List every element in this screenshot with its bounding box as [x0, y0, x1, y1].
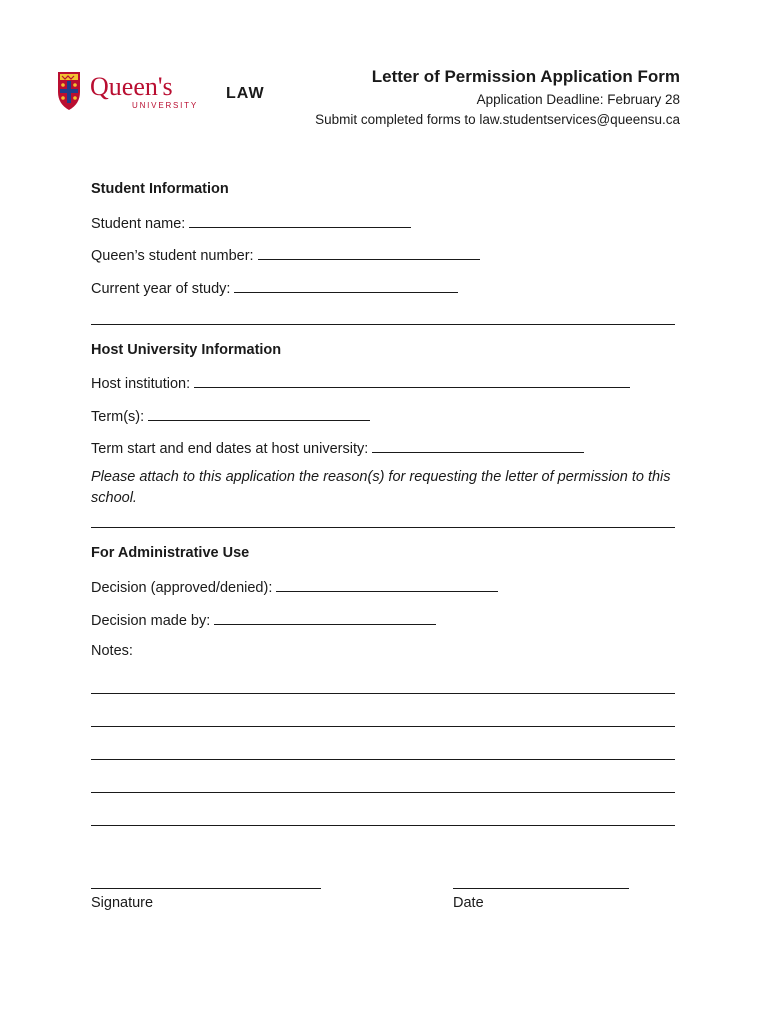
year-of-study-row — [91, 278, 458, 297]
decision-field[interactable] — [276, 577, 498, 592]
host-institution-field[interactable] — [194, 373, 630, 388]
logo-wordmark: Queen's — [90, 72, 173, 101]
student-name-label: Student name: — [91, 216, 186, 232]
submit-instructions: Submit completed forms to law.studentservices@queensu.ca — [315, 112, 680, 127]
form-header — [315, 66, 680, 130]
term-dates-row — [91, 438, 584, 457]
host-institution-label: Host institution: — [91, 376, 191, 392]
year-of-study-label: Current year of study: — [91, 281, 231, 297]
student-number-field[interactable] — [258, 245, 480, 260]
terms-label: Term(s): — [91, 409, 145, 425]
terms-row — [91, 406, 370, 425]
signature-label: Signature — [91, 895, 154, 911]
notes-label: Notes: — [91, 643, 133, 659]
notes-line[interactable] — [91, 825, 675, 826]
student-information-heading: Student Information — [91, 181, 229, 197]
administrative-use-heading: For Administrative Use — [91, 545, 250, 561]
decision-made-by-label: Decision made by: — [91, 613, 211, 629]
date-label: Date — [453, 895, 484, 911]
decision-label: Decision (approved/denied): — [91, 580, 273, 596]
term-dates-label: Term start and end dates at host university: — [91, 441, 369, 457]
form-title: Letter of Permission Application Form — [371, 67, 680, 86]
notes-line[interactable] — [91, 759, 675, 760]
decision-made-by-row — [91, 610, 436, 629]
logo-law: LAW — [226, 85, 265, 102]
notes-line[interactable] — [91, 693, 675, 694]
crest-icon — [58, 72, 80, 110]
year-of-study-field[interactable] — [234, 278, 458, 293]
section-divider — [91, 527, 675, 528]
decision-made-by-field[interactable] — [214, 610, 436, 625]
terms-field[interactable] — [148, 406, 370, 421]
host-university-heading: Host University Information — [91, 342, 282, 358]
decision-row — [91, 577, 498, 596]
term-dates-field[interactable] — [372, 438, 584, 453]
student-number-row — [91, 245, 480, 264]
attachment-note: Please attach to this application the reason(s) for requesting the letter of permission to this school. — [91, 469, 671, 506]
section-divider — [91, 324, 675, 325]
notes-line[interactable] — [91, 726, 675, 727]
student-number-label: Queen’s student number: — [91, 248, 254, 264]
queens-law-logo — [56, 70, 276, 112]
signature-field[interactable] — [91, 888, 321, 889]
student-name-row — [91, 213, 411, 232]
date-field[interactable] — [453, 888, 629, 889]
application-deadline: Application Deadline: February 28 — [476, 92, 680, 107]
notes-line[interactable] — [91, 792, 675, 793]
student-name-field[interactable] — [189, 213, 411, 228]
logo-university: UNIVERSITY — [132, 101, 199, 110]
host-institution-row — [91, 373, 630, 392]
